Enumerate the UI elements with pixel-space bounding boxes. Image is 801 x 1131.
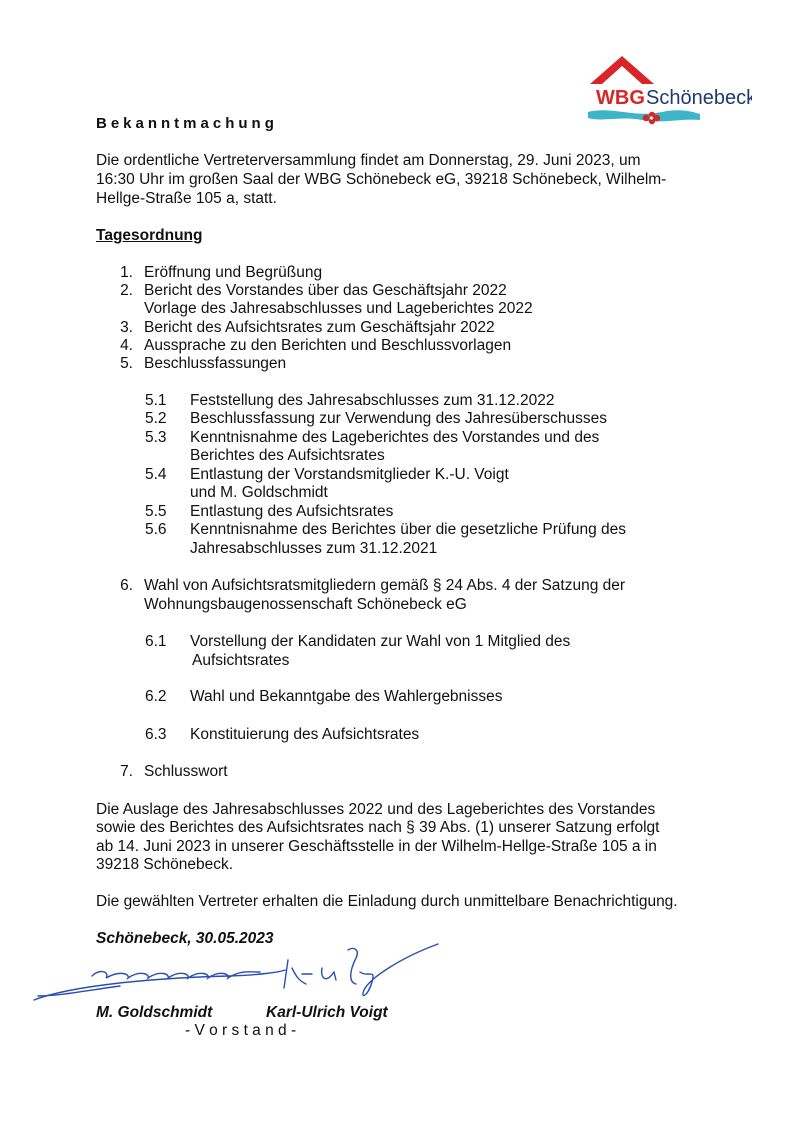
sub-text: Entlastung der Vorstandsmitglieder K.-U. Voigt bbox=[190, 466, 509, 483]
disclosure-line-2: sowie des Berichtes des Aufsichtsrates nach § 39 Abs. (1) unserer Satzung erfolgt bbox=[96, 819, 660, 836]
sub-text: Kenntnisnahme des Lageberichtes des Vorstandes und des bbox=[190, 429, 600, 446]
agenda-text: Eröffnung und Begrüßung bbox=[144, 264, 323, 281]
signatory-goldschmidt: M. Goldschmidt bbox=[96, 1004, 213, 1021]
disclosure-line-4: 39218 Schönebeck. bbox=[96, 856, 234, 873]
place-date: Schönebeck, 30.05.2023 bbox=[96, 930, 274, 947]
agenda-num: 6. bbox=[120, 577, 133, 594]
agenda-text: Vorlage des Jahresabschlusses und Lageberichtes 2022 bbox=[144, 300, 533, 317]
agenda-num: 5. bbox=[120, 355, 133, 372]
sub-text: Vorstellung der Kandidaten zur Wahl von 1 Mitglied des bbox=[190, 633, 571, 650]
sub-text: Jahresabschlusses zum 31.12.2021 bbox=[190, 540, 438, 557]
page-title: Bekanntmachung bbox=[96, 115, 278, 132]
disclosure-line-1: Die Auslage des Jahresabschlusses 2022 und des Lageberichtes des Vorstandes bbox=[96, 801, 656, 818]
sub-text: Aufsichtsrates bbox=[192, 652, 290, 669]
sub-num: 5.3 bbox=[145, 429, 167, 446]
invitation-text: Die gewählten Vertreter erhalten die Einladung durch unmittelbare Benachrichtigung. bbox=[96, 893, 678, 910]
wbg-logo bbox=[582, 52, 752, 130]
sub-num: 5.6 bbox=[145, 521, 167, 538]
intro-line-1: Die ordentliche Vertreterversammlung findet am Donnerstag, 29. Juni 2023, um bbox=[96, 152, 641, 169]
agenda-text: Bericht des Vorstandes über das Geschäftsjahr 2022 bbox=[144, 282, 507, 299]
agenda-text: Bericht des Aufsichtsrates zum Geschäftsjahr 2022 bbox=[144, 319, 495, 336]
agenda-text: Aussprache zu den Berichten und Beschlussvorlagen bbox=[144, 337, 512, 354]
agenda-heading: Tagesordnung bbox=[96, 227, 203, 244]
logo-brand: WBG bbox=[596, 87, 645, 109]
sub-text: Feststellung des Jahresabschlusses zum 31.12.2022 bbox=[190, 392, 555, 409]
agenda-num: 7. bbox=[120, 763, 133, 780]
intro-line-3: Hellge-Straße 105 a, statt. bbox=[96, 190, 277, 207]
sub-text: Konstituierung des Aufsichtsrates bbox=[190, 726, 420, 743]
handwritten-signatures bbox=[30, 938, 450, 1008]
sub-text: Berichtes des Aufsichtsrates bbox=[190, 447, 385, 464]
agenda-text: Wahl von Aufsichtsratsmitgliedern gemäß § 24 Abs. 4 der Satzung der bbox=[144, 577, 626, 594]
board-label: - V o r s t a n d - bbox=[185, 1022, 297, 1039]
agenda-num: 1. bbox=[120, 264, 133, 281]
sub-num: 5.5 bbox=[145, 503, 167, 520]
sub-num: 5.4 bbox=[145, 466, 167, 483]
agenda-num: 2. bbox=[120, 282, 133, 299]
signatory-voigt: Karl-Ulrich Voigt bbox=[266, 1004, 388, 1021]
sub-num: 6.1 bbox=[145, 633, 167, 650]
sub-text: Wahl und Bekanntgabe des Wahlergebnisses bbox=[190, 688, 503, 705]
sub-num: 6.2 bbox=[145, 688, 167, 705]
sub-text: Beschlussfassung zur Verwendung des Jahresüberschusses bbox=[190, 410, 608, 427]
sub-text: und M. Goldschmidt bbox=[190, 484, 328, 501]
intro-line-2: 16:30 Uhr im großen Saal der WBG Schönebeck eG, 39218 Schönebeck, Wilhelm- bbox=[96, 171, 667, 188]
agenda-text: Wohnungsbaugenossenschaft Schönebeck eG bbox=[144, 596, 467, 613]
sub-num: 5.2 bbox=[145, 410, 167, 427]
agenda-text: Schlusswort bbox=[144, 763, 228, 780]
disclosure-line-3: ab 14. Juni 2023 in unserer Geschäftsstelle in der Wilhelm-Hellge-Straße 105 a in bbox=[96, 838, 657, 855]
sub-num: 6.3 bbox=[145, 726, 167, 743]
logo-name: Schönebeck bbox=[646, 87, 752, 109]
sub-text: Entlastung des Aufsichtsrates bbox=[190, 503, 394, 520]
agenda-num: 3. bbox=[120, 319, 133, 336]
agenda-text: Beschlussfassungen bbox=[144, 355, 287, 372]
agenda-num: 4. bbox=[120, 337, 133, 354]
sub-num: 5.1 bbox=[145, 392, 167, 409]
sub-text: Kenntnisnahme des Berichtes über die gesetzliche Prüfung des bbox=[190, 521, 626, 538]
